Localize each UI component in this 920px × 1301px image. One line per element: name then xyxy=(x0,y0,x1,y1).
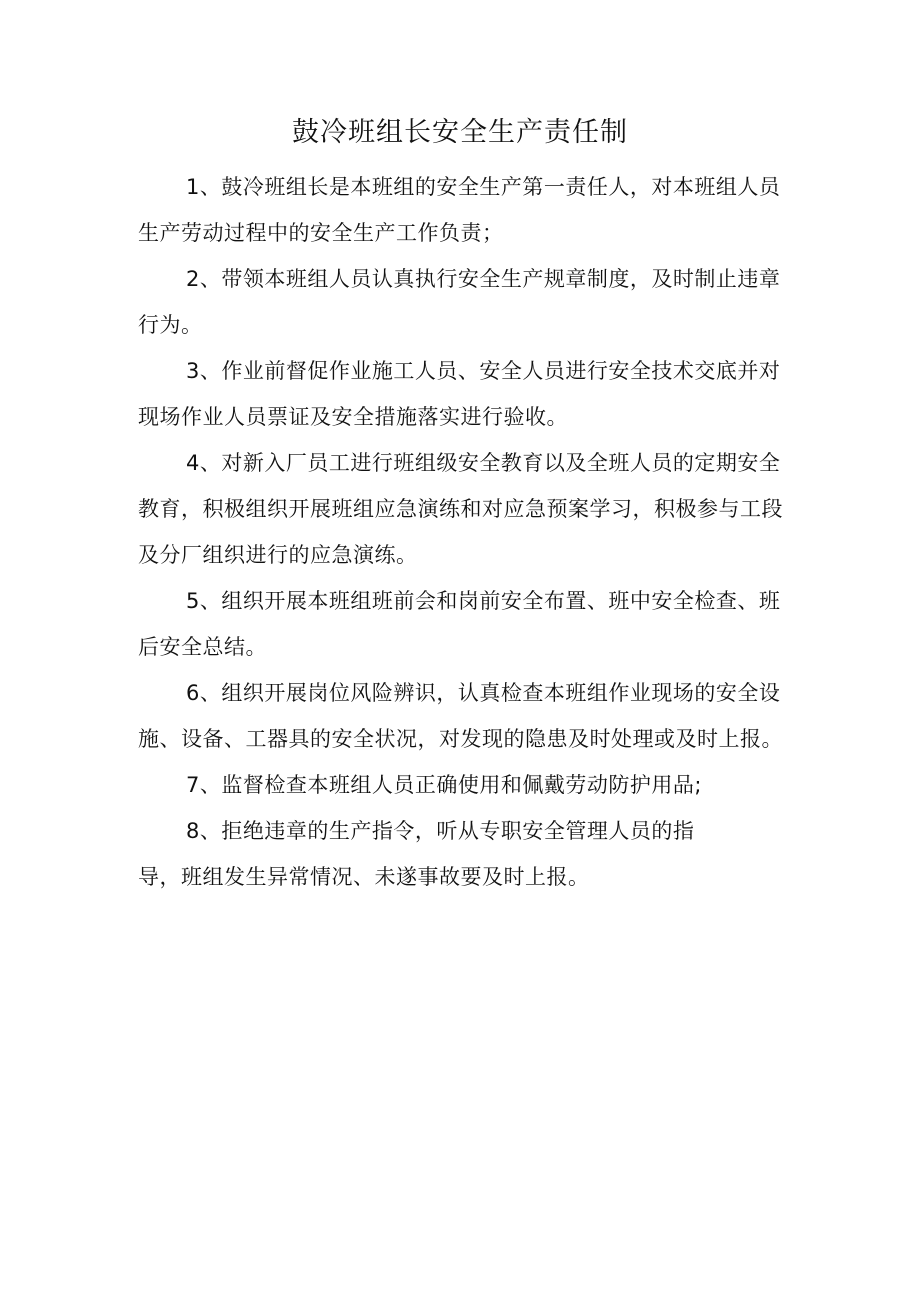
clause-5: 5、组织开展本班组班前会和岗前安全布置、班中安全检查、班后安全总结。 xyxy=(138,589,781,659)
clause-1: 1、鼓冷班组长是本班组的安全生产第一责任人，对本班组人员生产劳动过程中的安全生产工作负责； xyxy=(138,175,781,245)
clause-6: 6、组织开展岗位风险辨识，认真检查本班组作业现场的安全设施、设备、工器具的安全状况，对发现的隐患及时处理或及时上报。 xyxy=(138,681,783,751)
clause-4: 4、对新入厂员工进行班组级安全教育以及全班人员的定期安全教育，积极组织开展班组应急演练和对应急预案学习，积极参与工段及分厂组织进行的应急演练。 xyxy=(138,451,783,567)
document-title: 鼓冷班组长安全生产责任制 xyxy=(292,117,628,148)
clause-7: 7、监督检查本班组人员正确使用和佩戴劳动防护用品; xyxy=(186,773,702,797)
clause-8: 8、拒绝违章的生产指令，听从专职安全管理人员的指 xyxy=(186,819,695,843)
clause-2: 2、带领本班组人员认真执行安全生产规章制度，及时制止违章行为。 xyxy=(138,267,781,337)
clause-8-continuation: 导，班组发生异常情况、未遂事故要及时上报。 xyxy=(138,865,590,889)
document-body xyxy=(138,164,798,900)
clause-3: 3、作业前督促作业施工人员、安全人员进行安全技术交底并对现场作业人员票证及安全措施落实进行验收。 xyxy=(138,359,781,429)
